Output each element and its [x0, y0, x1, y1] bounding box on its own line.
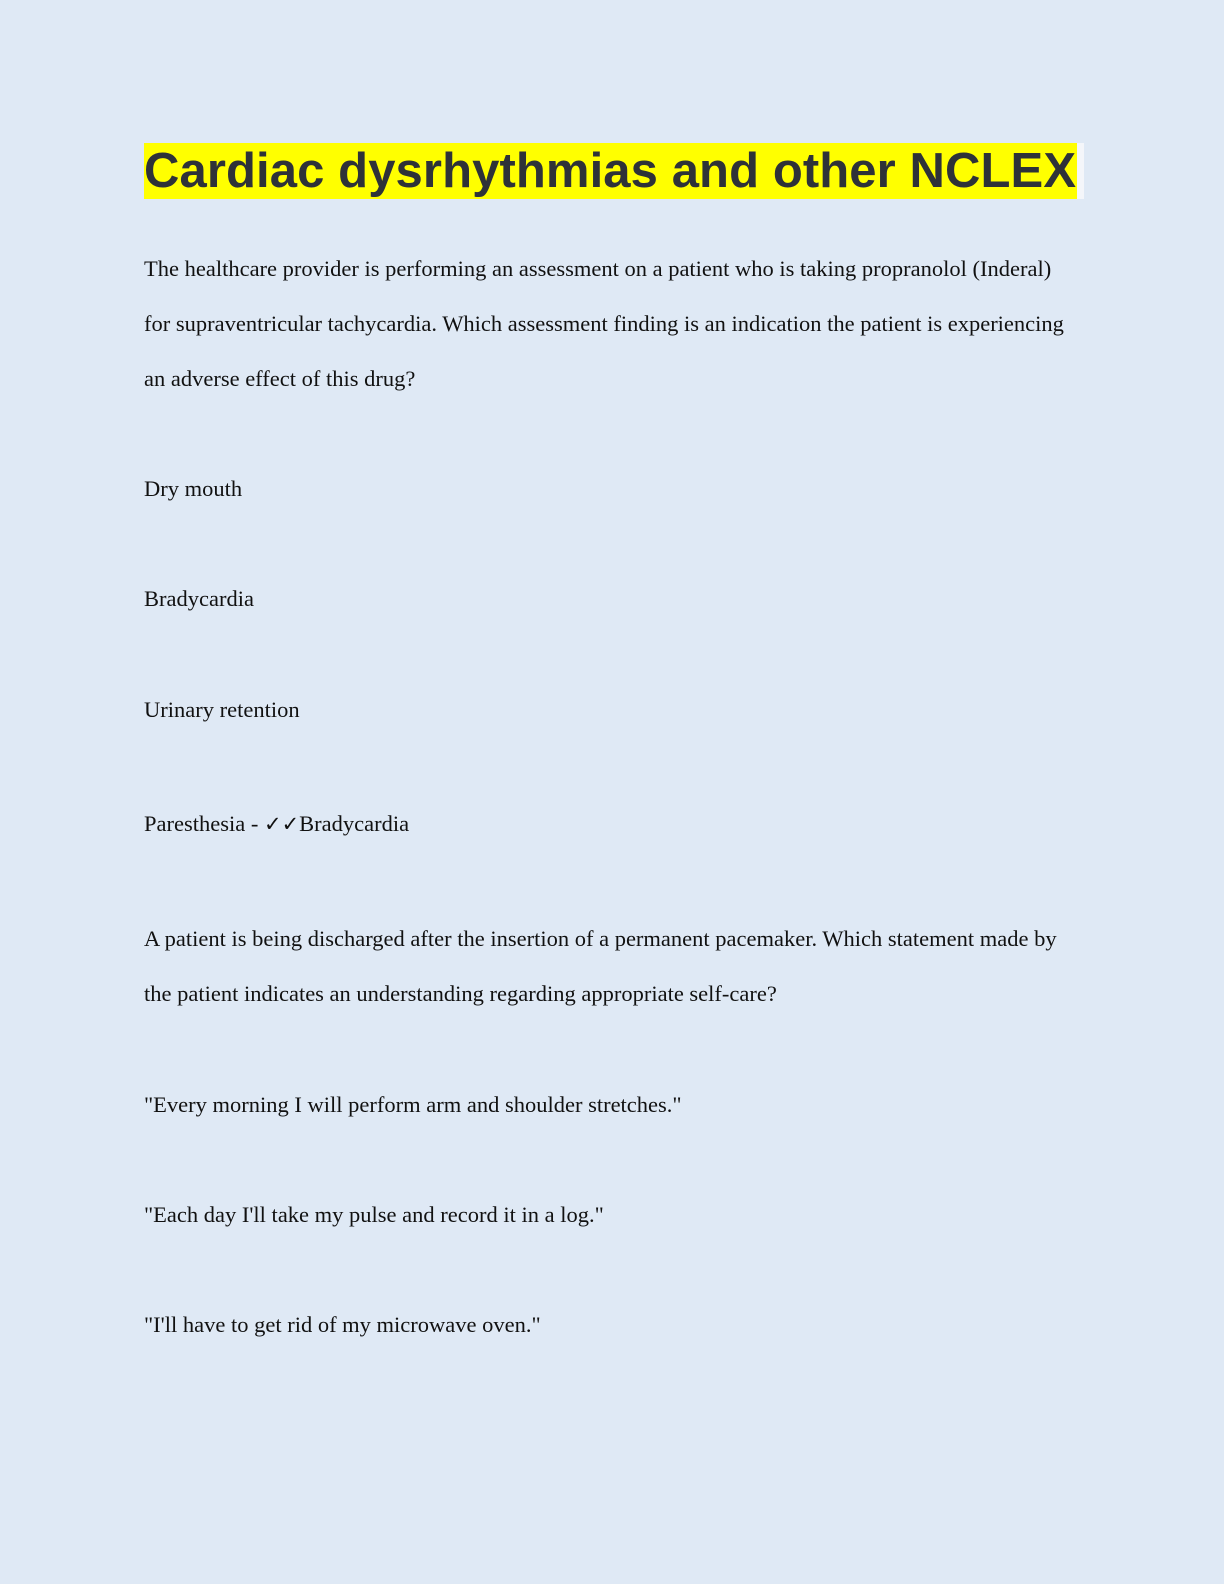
question-1-option-2: Bradycardia — [144, 586, 254, 611]
question-1-text: The healthcare provider is performing an assessment on a patient who is taking propranolol (Inderal) for supraventricular tachycardia. Which assessment finding is an indication the patient is experiencing an adverse effect of this drug? — [144, 256, 1064, 391]
question-1-option-4-with-answer — [144, 809, 409, 839]
checkmark-icon: ✓✓ — [263, 812, 300, 836]
question-2-option-3: "I'll have to get rid of my microwave oven." — [144, 1312, 541, 1337]
question-2-text: A patient is being discharged after the insertion of a permanent pacemaker. Which statement made by the patient indicates an understanding regarding appropriate self-care? — [144, 926, 1057, 1006]
question-1-answer: Bradycardia — [299, 811, 410, 836]
question-1-option-3: Urinary retention — [144, 697, 300, 722]
question-1-option-4: Paresthesia - — [144, 811, 264, 836]
question-2-option-1: "Every morning I will perform arm and shoulder stretches." — [144, 1092, 682, 1117]
page-title: Cardiac dysrhythmias and other NCLEX — [144, 144, 1077, 198]
question-2-option-2: "Each day I'll take my pulse and record it in a log." — [144, 1202, 604, 1227]
question-1-option-1: Dry mouth — [144, 476, 243, 501]
title-block — [144, 143, 1084, 199]
